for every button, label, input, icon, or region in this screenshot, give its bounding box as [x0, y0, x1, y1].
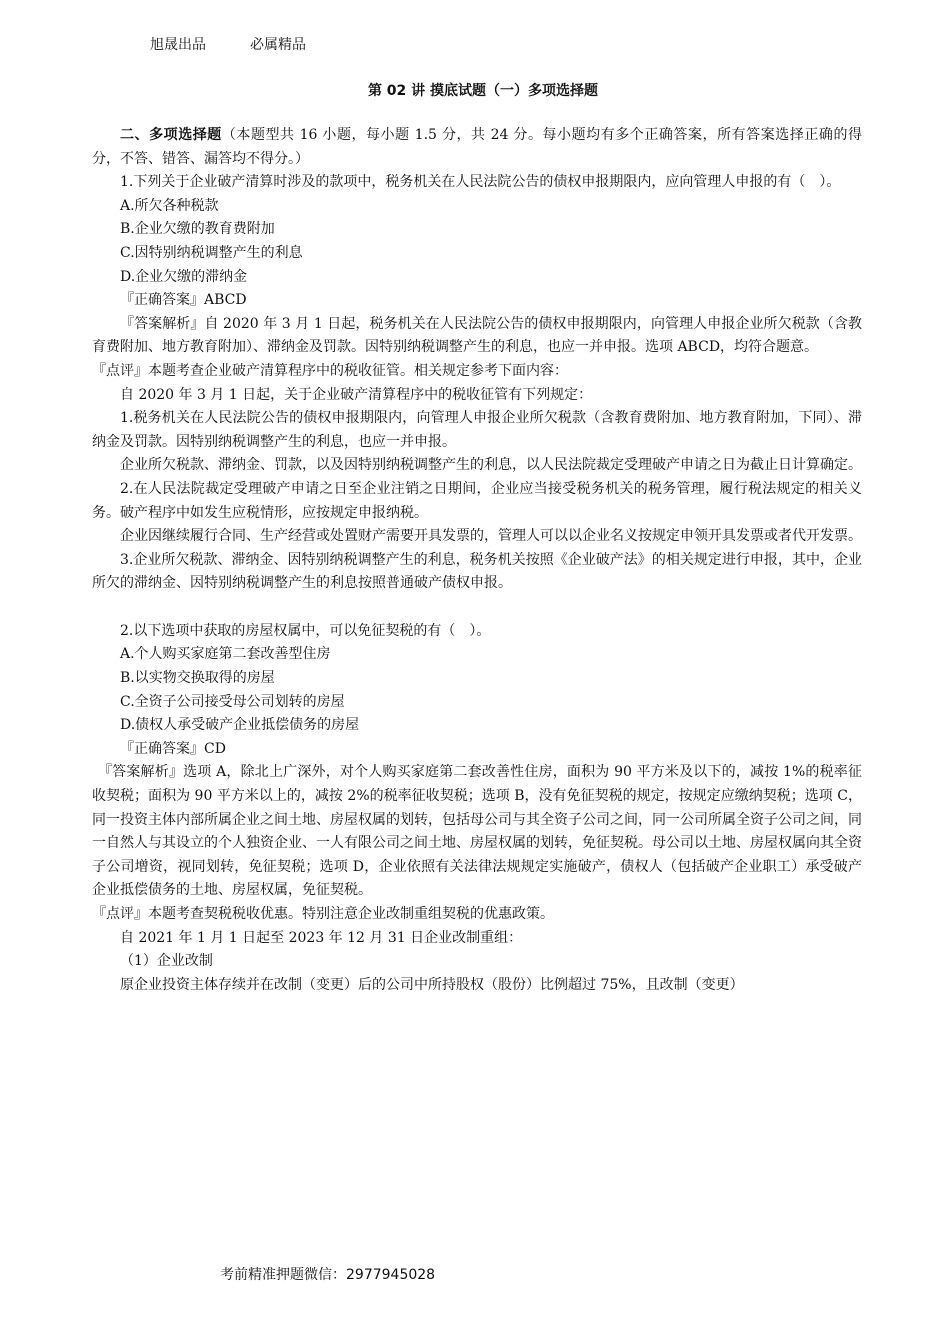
question-2-option-d: D.债权人承受破产企业抵偿债务的房屋	[120, 717, 360, 734]
question-2-subheading: （1）企业改制	[120, 953, 213, 970]
question-2-sub-text: 原企业投资主体存续并在改制（变更）后的公司中所持股权（股份）比例超过 75%，且改制（变更）	[120, 976, 744, 993]
question-2-stem: 2.以下选项中获取的房屋权属中，可以免征契税的有（ ）。	[120, 622, 491, 639]
question-1-option-d: D.企业欠缴的滞纳金	[120, 268, 248, 285]
question-2-answer: 『正确答案』CD	[120, 740, 226, 757]
page-footer: 考前精准押题微信：2977945028	[220, 1267, 436, 1283]
page-title: 第 02 讲 摸底试题（一）多项选择题	[367, 83, 599, 99]
spacer	[92, 596, 862, 620]
question-2-comment: 『点评』本题考查契税税收优惠。特别注意企业改制重组契税的优惠政策。	[92, 906, 554, 922]
question-1-rule-intro: 自 2020 年 3 月 1 日起，关于企业破产清算程序中的税收征管有下列规定：	[120, 386, 593, 403]
section-heading: 二、多项选择题	[120, 127, 222, 143]
question-1-option-b: B.企业欠缴的教育费附加	[120, 221, 275, 238]
header-brand: 旭晟出品	[150, 37, 206, 53]
document-body	[92, 124, 862, 997]
question-1-rule-1: 1.税务机关在人民法院公告的债权申报期限内，向管理人申报企业所欠税款（含教育费附加、地方教育附加，下同）、滞纳金及罚款。因特别纳税调整产生的利息，也应一并申报。	[92, 410, 862, 450]
page-header	[150, 34, 306, 54]
question-2-option-b: B.以实物交换取得的房屋	[120, 670, 275, 687]
question-1-rule-2b: 企业因继续履行合同、生产经营或处置财产需要开具发票的，管理人可以以企业名义按规定申领开具发票或者代开发票。	[120, 528, 862, 545]
question-1-rule-2: 2.在人民法院裁定受理破产申请之日至企业注销之日期间，企业应当接受税务机关的税务管理，履行税法规定的相关义务。破产程序中如发生应税情形，应按规定申报纳税。	[92, 480, 862, 521]
question-1-analysis: 『答案解析』自 2020 年 3 月 1 日起，税务机关在人民法院公告的债权申报期限内，向管理人申报企业所欠税款（含教育费附加、地方教育附加）、滞纳金及罚款。因特别纳税调整产生的利息，也应一并申报。选项 ABCD，均符合题意。	[92, 315, 862, 356]
question-1-rule-3: 3.企业所欠税款、滞纳金、因特别纳税调整产生的利息，税务机关按照《企业破产法》的相关规定进行申报，其中，企业所欠的滞纳金、因特别纳税调整产生的利息按照普通破产债权申报。	[92, 551, 862, 592]
question-1-rule-1b: 企业所欠税款、滞纳金、罚款，以及因特别纳税调整产生的利息，以人民法院裁定受理破产申请之日为截止日计算确定。	[120, 457, 862, 474]
question-2-analysis: 『答案解析』选项 A，除北上广深外，对个人购买家庭第二套改善性住房，面积为 90 平方米及以下的，减按 1%的税率征收契税；面积为 90 平方米以上的，减按 2%的税率征收契税；选项 B，没有免征契税的规定，按规定应缴纳契税；选项 C，同一投资主体内部所属企业之间土地、房屋权属的划转，包括母公司与其全资子公司之间，同一公司所属全资子公司之间，同一自然人与其设立的个人独资企业、一人有限公司之间土地、房屋权属的划转，免征契税。母公司以土地、房屋权属向其全资子公司增资，视同划转，免征契税；选项 D，企业依照有关法律法规规定实施破产，债权人（包括破产企业职工）承受破产企业抵偿债务的土地、房屋权属，免征契税。	[92, 764, 862, 899]
question-2-option-c: C.全资子公司接受母公司划转的房屋	[120, 693, 345, 710]
question-1-stem: 1.下列关于企业破产清算时涉及的款项中，税务机关在人民法院公告的债权申报期限内，应向管理人申报的有（ ）。	[120, 174, 841, 191]
section-instructions: （本题型共 16 小题，每小题 1.5 分，共 24 分。每小题均有多个正确答案，所有答案选择正确的得分，不答、错答、漏答均不得分。）	[92, 127, 863, 167]
section-intro	[92, 124, 862, 171]
question-1-option-c: C.因特别纳税调整产生的利息	[120, 244, 303, 261]
question-1-option-a: A.所欠各种税款	[120, 197, 219, 214]
question-1-comment: 『点评』本题考查企业破产清算程序中的税收征管。相关规定参考下面内容：	[92, 362, 568, 379]
question-1-answer: 『正确答案』ABCD	[120, 292, 247, 309]
question-2-rule-intro: 自 2021 年 1 月 1 日起至 2023 年 12 月 31 日企业改制重组：	[120, 929, 523, 946]
question-2-option-a: A.个人购买家庭第二套改善型住房	[120, 646, 331, 663]
header-slogan: 必属精品	[250, 37, 306, 53]
